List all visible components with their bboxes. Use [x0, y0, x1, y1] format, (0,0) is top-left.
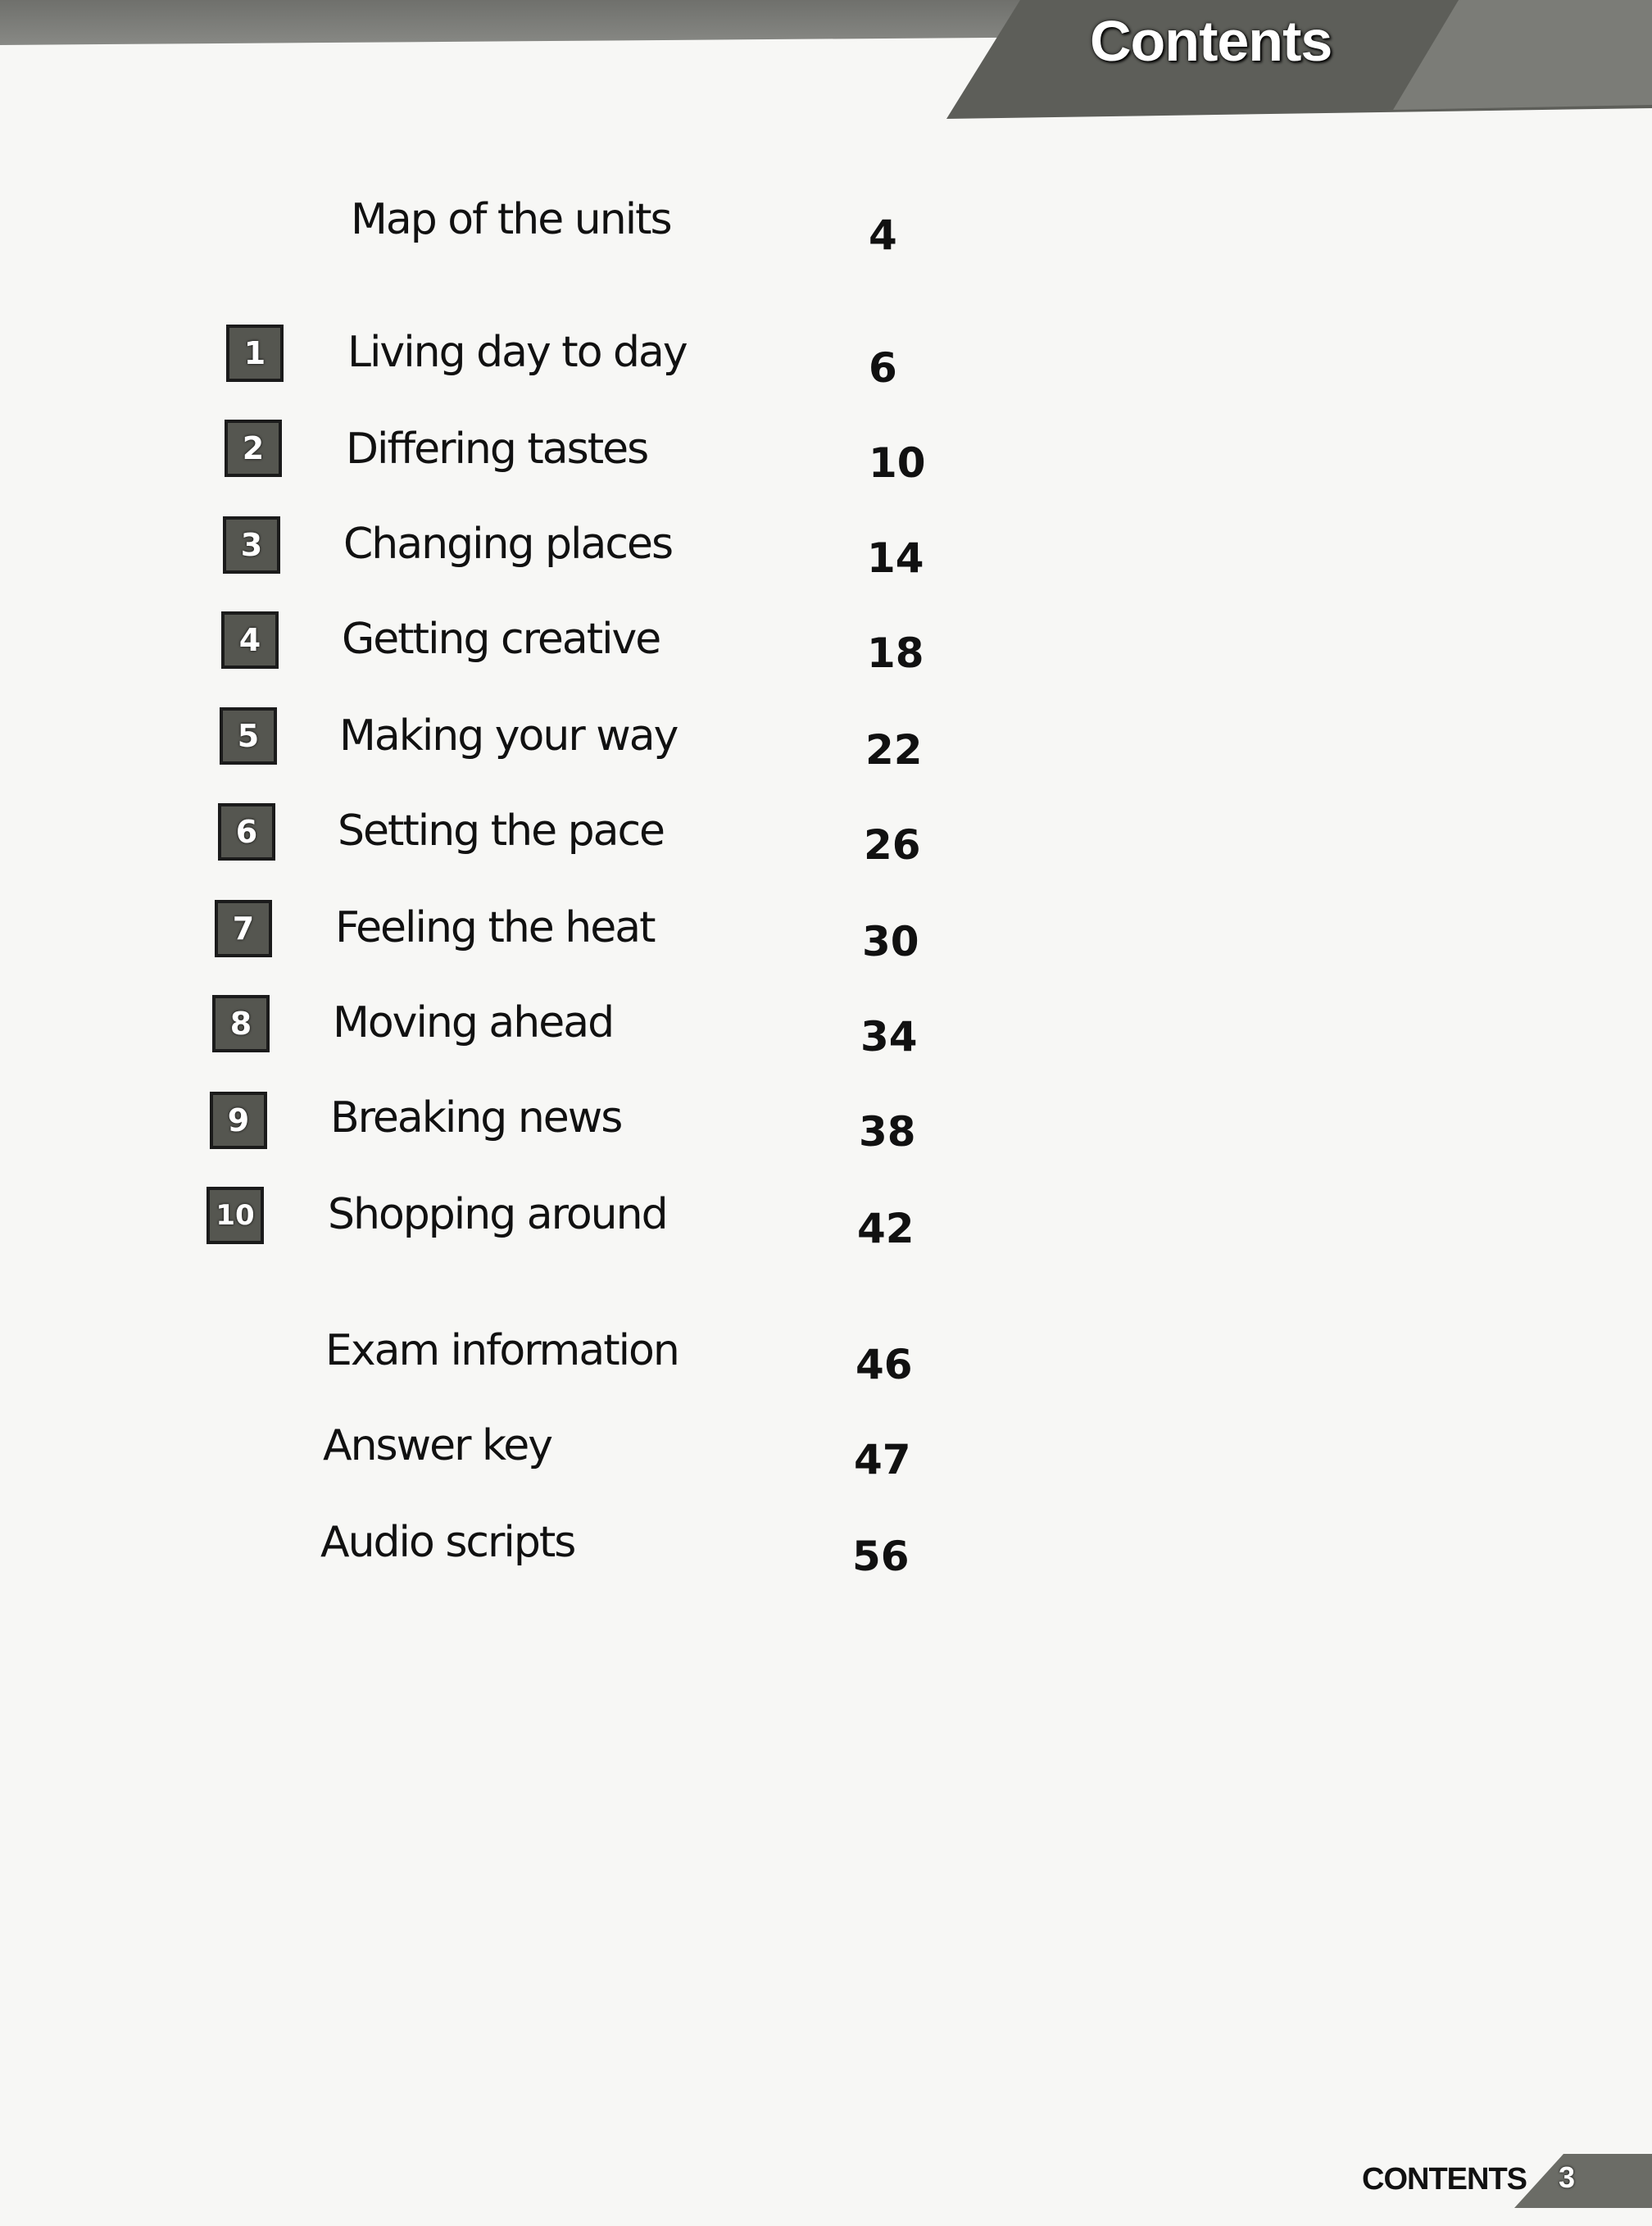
- toc-entry-page: 18: [867, 629, 924, 677]
- page-number: 3: [1559, 2160, 1576, 2194]
- toc-entry-label[interactable]: Shopping around: [328, 1190, 667, 1239]
- unit-badge: 4: [221, 611, 279, 669]
- toc-entry-page: 4: [869, 211, 897, 259]
- toc-entry-label[interactable]: Changing places: [343, 520, 673, 569]
- unit-badge: 8: [212, 995, 270, 1052]
- toc-entry-page: 46: [856, 1341, 913, 1388]
- toc-entry-label[interactable]: Audio scripts: [320, 1518, 575, 1567]
- toc-entry-page: 26: [864, 821, 921, 869]
- unit-badge: 6: [218, 803, 275, 861]
- toc-entry-page: 47: [854, 1436, 911, 1483]
- toc-entry-page: 6: [869, 344, 897, 392]
- footer-page-tab: [1514, 2154, 1652, 2208]
- unit-badge: 3: [223, 516, 280, 574]
- toc-entry-label[interactable]: Setting the pace: [338, 806, 665, 856]
- toc-entry-label[interactable]: Breaking news: [330, 1093, 622, 1143]
- toc-entry-label[interactable]: Making your way: [339, 711, 678, 761]
- toc-entry-page: 34: [860, 1013, 918, 1061]
- unit-badge: 10: [206, 1187, 264, 1244]
- toc-entry-label[interactable]: Getting creative: [342, 615, 660, 664]
- toc-entry-label[interactable]: Feeling the heat: [335, 903, 655, 952]
- toc-entry-label[interactable]: Moving ahead: [333, 998, 614, 1047]
- toc-entry-label[interactable]: Differing tastes: [346, 425, 648, 474]
- toc-entry-page: 42: [857, 1205, 914, 1252]
- unit-badge: 7: [215, 900, 272, 957]
- toc-entry-page: 30: [862, 918, 919, 965]
- unit-badge: 5: [220, 707, 277, 765]
- toc-entry-page: 10: [869, 439, 926, 487]
- toc-entry-label[interactable]: Living day to day: [347, 328, 687, 377]
- toc-entry-label[interactable]: Answer key: [323, 1421, 552, 1470]
- toc-entry-page: 38: [859, 1108, 916, 1156]
- page-title: Contents: [1090, 9, 1332, 73]
- toc-entry-page: 56: [852, 1533, 910, 1580]
- unit-badge: 9: [210, 1092, 267, 1149]
- footer-section-label: CONTENTS: [1362, 2162, 1527, 2196]
- toc-entry-page: 14: [867, 534, 924, 582]
- toc-entry-label[interactable]: Exam information: [325, 1326, 678, 1375]
- toc-entry-page: 22: [865, 726, 923, 774]
- toc-entry-label[interactable]: Map of the units: [351, 195, 671, 244]
- unit-badge: 1: [226, 325, 284, 382]
- unit-badge: 2: [225, 420, 282, 477]
